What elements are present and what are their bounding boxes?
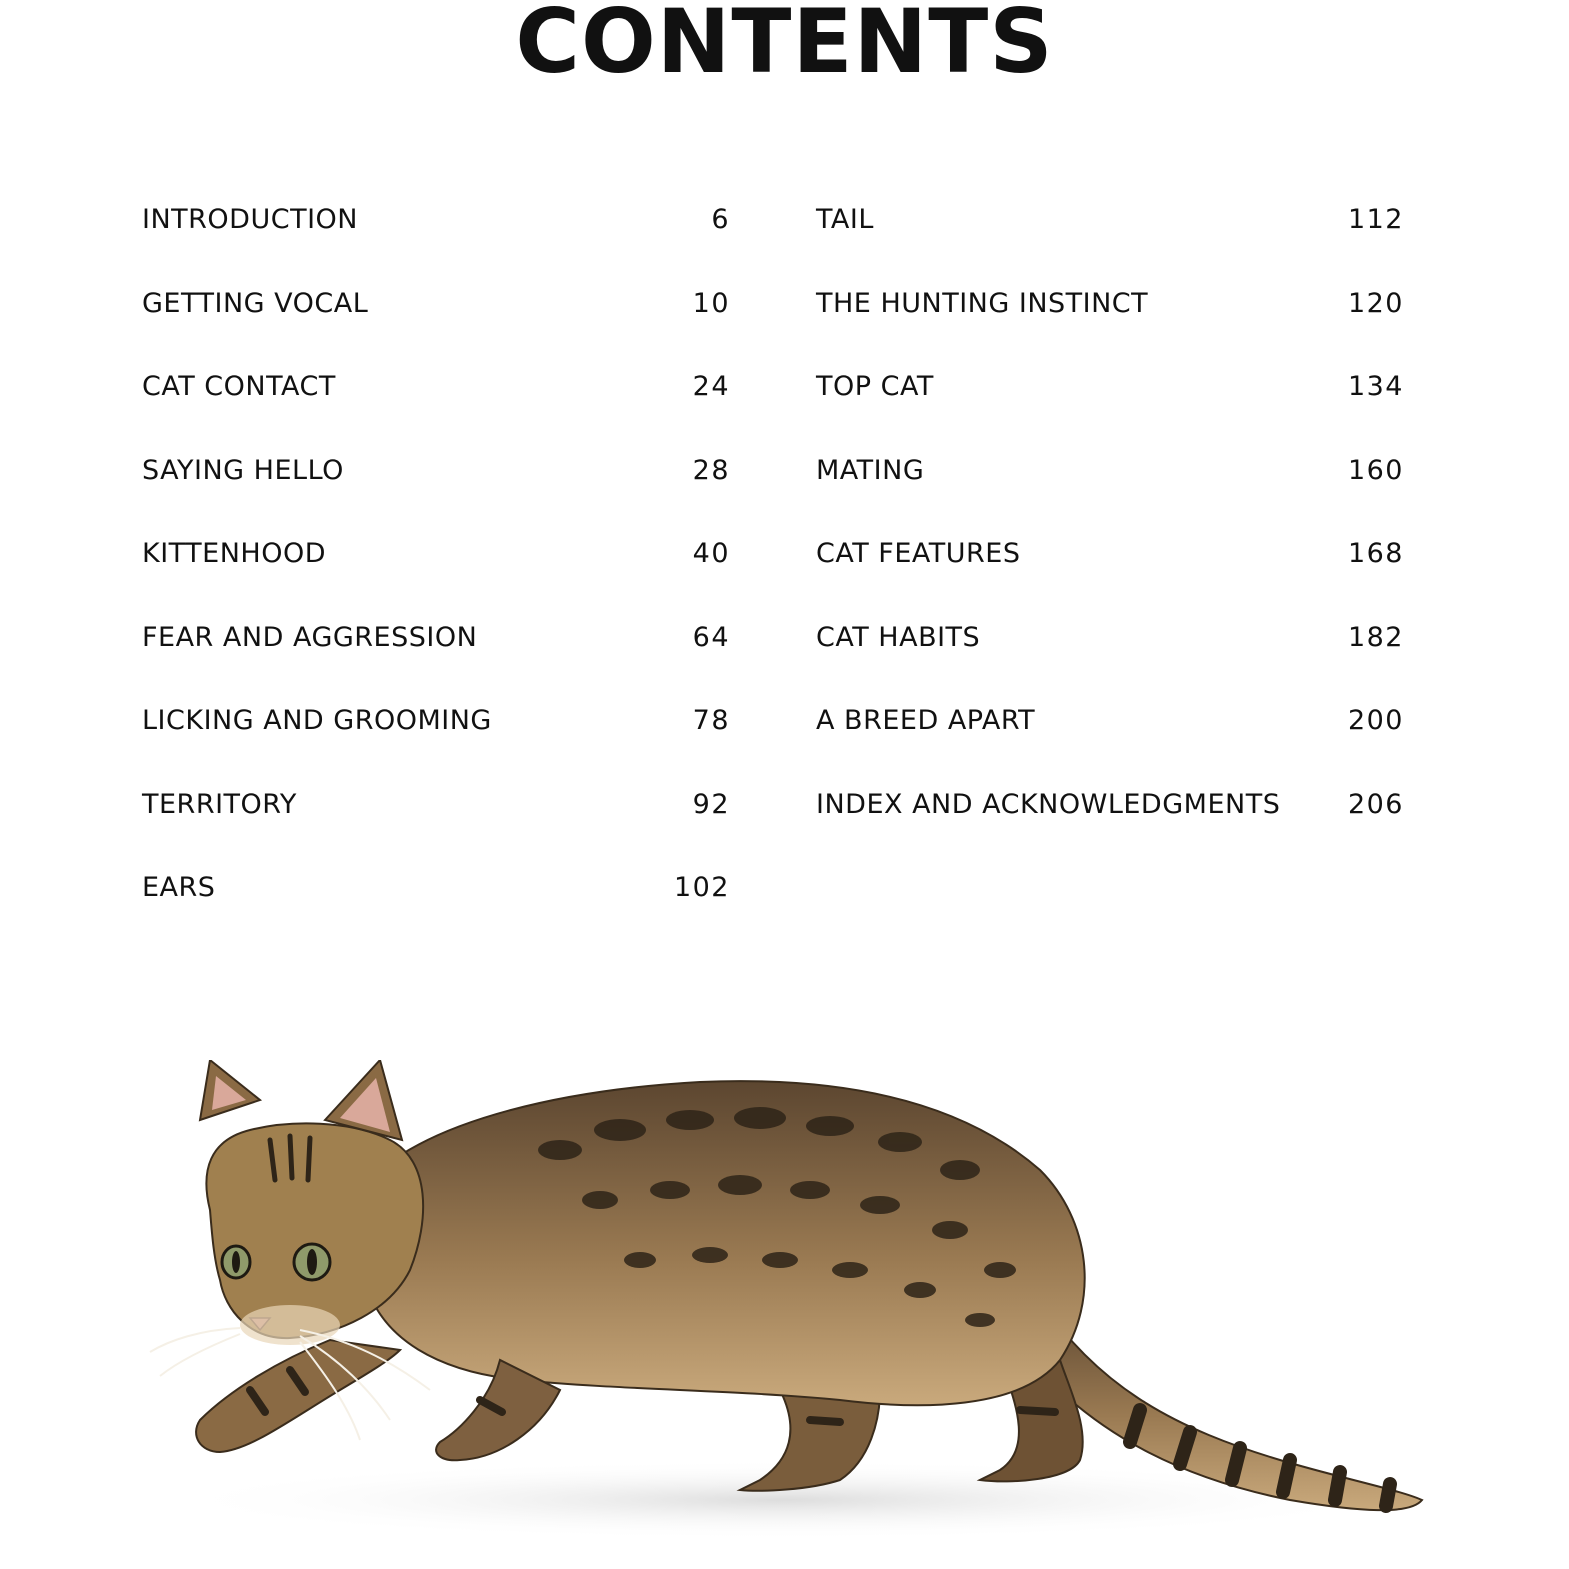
toc-entry-page: 200: [1347, 705, 1404, 736]
toc-entry-page: 134: [1347, 371, 1404, 402]
toc-entry-page: 120: [1347, 287, 1404, 319]
toc-entry[interactable]: [142, 284, 730, 368]
toc-entry-title: THE HUNTING INSTINCT: [816, 287, 1149, 319]
toc-entry-page: 160: [1347, 454, 1404, 486]
toc-entry[interactable]: [142, 534, 730, 618]
toc-entry-page: 40: [692, 538, 730, 569]
toc-entry-page: 102: [673, 872, 730, 903]
cat-muzzle: [240, 1305, 340, 1345]
toc-column-right: [816, 200, 1404, 868]
toc-entry-title: LICKING AND GROOMING: [142, 705, 492, 736]
toc-entry[interactable]: [816, 534, 1404, 618]
toc-entry-page: 206: [1347, 788, 1404, 820]
toc-entry[interactable]: [142, 200, 730, 284]
toc-entry-title: FEAR AND AGGRESSION: [142, 621, 478, 653]
toc-entry-title: CAT CONTACT: [142, 371, 336, 402]
toc-entry-page: 6: [711, 204, 730, 235]
toc-entry-title: INTRODUCTION: [142, 204, 358, 235]
toc-entry-title: TERRITORY: [142, 788, 297, 820]
toc-entry-title: TOP CAT: [816, 371, 934, 402]
toc-entry-page: 112: [1347, 204, 1404, 235]
toc-entry-title: SAYING HELLO: [142, 454, 344, 486]
toc-entry[interactable]: [142, 618, 730, 702]
toc-entry[interactable]: [142, 451, 730, 535]
toc-entry-title: INDEX AND ACKNOWLEDGMENTS: [816, 788, 1281, 820]
toc-entry-page: 78: [692, 705, 730, 736]
toc-entry-page: 168: [1347, 538, 1404, 569]
toc-entry[interactable]: [142, 785, 730, 869]
toc-column-left: [142, 200, 730, 952]
toc-entry-page: 92: [692, 788, 730, 820]
toc-entry[interactable]: [816, 701, 1404, 785]
toc-entry-title: KITTENHOOD: [142, 538, 327, 569]
cat-pupil-left: [232, 1251, 240, 1273]
toc-entry[interactable]: [816, 451, 1404, 535]
toc-entry[interactable]: [816, 284, 1404, 368]
toc-entry-title: TAIL: [816, 204, 874, 235]
toc-entry[interactable]: [142, 868, 730, 952]
toc-entry-page: 10: [692, 287, 730, 319]
cat-front-leg: [196, 1340, 400, 1452]
toc-entry[interactable]: [816, 618, 1404, 702]
cat-illustration: [140, 1060, 1440, 1550]
toc-entry[interactable]: [816, 367, 1404, 451]
toc-entry-title: A BREED APART: [816, 705, 1036, 736]
toc-entry[interactable]: [142, 367, 730, 451]
page-title: CONTENTS: [515, 0, 1054, 93]
toc-entry-page: 64: [692, 621, 730, 653]
toc-entry-page: 28: [692, 454, 730, 486]
cat-body: [365, 1081, 1085, 1405]
toc-entry[interactable]: [816, 200, 1404, 284]
toc-entry[interactable]: [142, 701, 730, 785]
toc-entry-title: CAT HABITS: [816, 621, 981, 653]
toc-entry-title: GETTING VOCAL: [142, 287, 369, 319]
toc-entry-title: MATING: [816, 454, 925, 486]
cat-pupil-right: [307, 1249, 317, 1275]
toc-entry-page: 24: [692, 371, 730, 402]
toc-entry-title: EARS: [142, 872, 216, 903]
toc-entry-page: 182: [1347, 621, 1404, 653]
toc-entry-title: CAT FEATURES: [816, 538, 1021, 569]
toc-entry[interactable]: [816, 785, 1404, 869]
